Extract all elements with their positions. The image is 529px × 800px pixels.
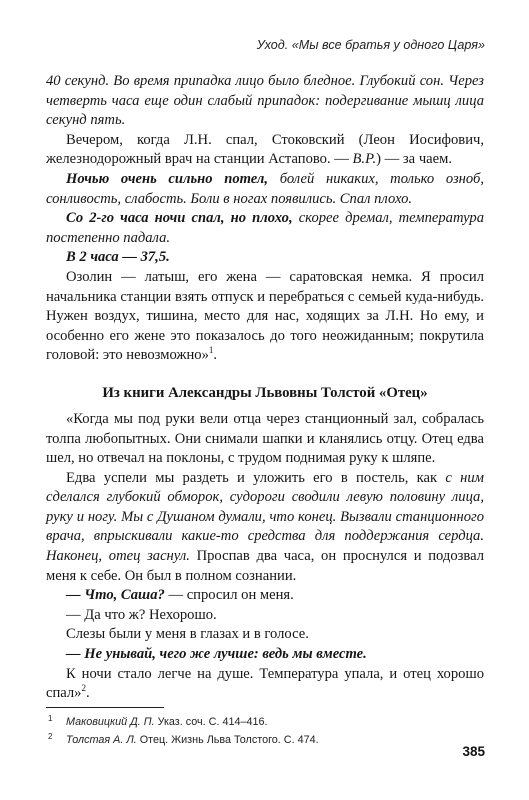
footnote-2-author: Толстая А. Л.: [66, 734, 137, 746]
quote-paragraph-1: [46, 410, 484, 469]
footnote-divider: [46, 707, 164, 708]
dialogue-line-3: [46, 645, 484, 665]
quote-paragraph-4-text: К ночи стало легче на душе. Температура упала, и отец хорошо спал»: [46, 665, 484, 702]
paragraph-6: [46, 268, 484, 366]
quote-paragraph-3-text: Слезы были у меня в глазах и в голосе.: [66, 626, 309, 643]
paragraph-1-italic: 40 секунд. Во время припадка лицо было бледное. Глубокий сон. Через четверть часа еще один слабый припадок: подергивание мышц лица секунд пять.: [46, 73, 484, 129]
dialogue-line-1-tail: — спросил он меня.: [164, 587, 294, 604]
footnote-1-number: 1: [48, 714, 53, 723]
paragraph-2-text: Вечером, когда Л.Н. спал, Стоковский (Леон Иосифович, железнодорожный врач на станции Астапово. —: [46, 131, 484, 168]
quote-paragraph-2: [46, 469, 484, 587]
quote-paragraph-4-tail: .: [85, 685, 90, 702]
running-head: Уход. «Мы все братья у одного Царя»: [256, 38, 485, 52]
footnote-2-source: Отец. Жизнь Льва Толстого. С. 474.: [136, 734, 319, 746]
footnote-ref-1[interactable]: 1: [208, 345, 214, 356]
quote-paragraph-4: [46, 665, 484, 704]
dialogue-line-1-bold: — Что, Саша?: [66, 587, 165, 604]
paragraph-4-italic: скорее дремал, температура постепенно падала.: [46, 210, 484, 246]
dialogue-line-1: [46, 586, 484, 606]
dialogue-line-2-text: — Да что ж? Нехорошо.: [66, 606, 217, 623]
paragraph-5-bold: В 2 часа — 37,5.: [66, 249, 170, 266]
quote-paragraph-3: [46, 625, 484, 645]
paragraph-3: [46, 170, 484, 209]
paragraph-4: [46, 209, 484, 248]
page-number: 385: [462, 744, 485, 759]
paragraph-3-bold: Ночью очень сильно потел,: [66, 170, 269, 187]
paragraph-6-tail: .: [213, 347, 218, 364]
footnote-1-source: Указ. соч. С. 414–416.: [154, 716, 268, 728]
footnote-2-number: 2: [48, 732, 53, 741]
main-text: [46, 72, 484, 704]
paragraph-2-initials: В.Р.: [352, 151, 377, 168]
quote-paragraph-2-tail: Проспав два часа, он проснулся и подозвал меня к себе. Он был в полном сознании.: [46, 548, 485, 584]
footnote-1: [46, 713, 486, 731]
quote-paragraph-2-italic: с ним сделался глубокий обморок, судороги сводили левую половину лица, руку и ногу. Мы с Душаном думали, что конец. Вызвали станционного врача, впрыскивали какие-то средства для поддержания сердца. Наконец, отец заснул.: [46, 469, 484, 565]
footnote-1-author: Маковицкий Д. П.: [66, 716, 155, 728]
quote-paragraph-1-text: «Когда мы под руки вели отца через станционный зал, собралась толпа любопытных. Они снимали шапки и кланялись отцу. Отец едва шел, но отвечал на поклоны, с трудом поднимая руку к шляпе.: [46, 410, 484, 467]
paragraph-3-italic: болей никаких, только озноб, сонливость, слабость. Боли в ногах появились. Спал плохо.: [46, 170, 484, 207]
paragraph-5: [46, 248, 484, 268]
paragraph-1: [46, 72, 484, 131]
paragraph-4-bold: Со 2-го часа ночи спал, но плохо,: [66, 210, 293, 227]
footnotes: [46, 713, 486, 749]
paragraph-2-tail: ) — за чаем.: [376, 151, 452, 168]
dialogue-line-2: [46, 606, 484, 626]
section-heading: Из книги Александры Львовны Толстой «Отец»: [102, 384, 428, 401]
footnote-2: [46, 731, 486, 749]
dialogue-line-3-bold: — Не унывай, чего же лучше: ведь мы вместе.: [66, 646, 367, 663]
paragraph-2: [46, 131, 484, 170]
quote-paragraph-2-text: Едва успели мы раздеть и уложить его в постель, как: [66, 469, 446, 486]
paragraph-6-text: Озолин — латыш, его жена — саратовская немка. Я просил начальника станции взять отпуск и перебраться с семьей куда-нибудь. Нужен воздух, тишина, место для нас, ходящих за Л.Н. Но ему, и особенно его жене это показалось до того неожиданным; покрутила головой: это невозможно»: [46, 268, 484, 364]
footnote-ref-2[interactable]: 2: [81, 683, 86, 694]
